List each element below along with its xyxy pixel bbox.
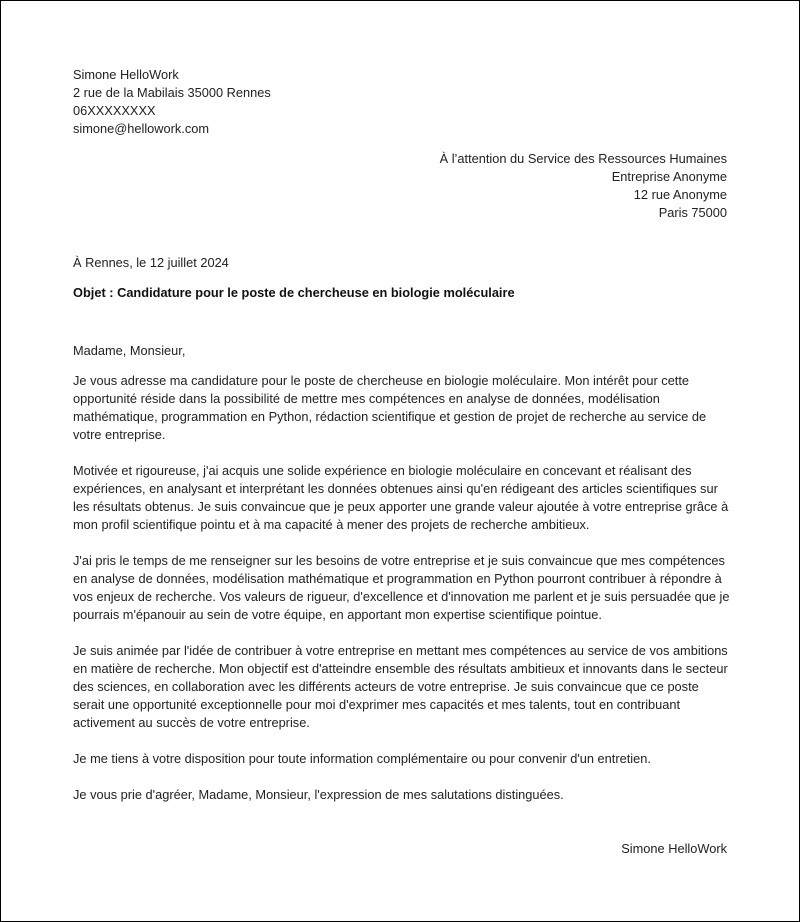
closing-formula: Je vous prie d'agréer, Madame, Monsieur, l'expression de mes salutations distinguées. xyxy=(73,787,564,802)
recipient-street: 12 rue Anonyme xyxy=(633,187,727,202)
letter-subject: Objet : Candidature pour le poste de chercheuse en biologie moléculaire xyxy=(73,285,515,300)
body-paragraph: Motivée et rigoureuse, j'ai acquis une solide expérience en biologie moléculaire en concevant et réalisant des expériences, en analysant et interprétant les données obtenues ainsi qu'en rédigeant des articles scientifiques sur les résultats obtenus. Je suis convaincue que je peux apporter une grande valeur ajoutée à votre entreprise grâce à mon profil scientifique pointu et à ma capacité à mener des projets de recherche ambitieux. xyxy=(73,463,729,532)
letter-body xyxy=(73,372,731,804)
letter-date: À Rennes, le 12 juillet 2024 xyxy=(73,255,229,270)
body-paragraph: Je suis animée par l'idée de contribuer à votre entreprise en mettant mes compétences au service de vos ambitions en matière de recherche. Mon objectif est d'atteindre ensemble des résultats ambitieux et innovants dans le secteur des sciences, en collaboration avec les différents acteurs de votre entreprise. Je suis convaincue que ce poste serait une opportunité exceptionnelle pour moi d'exprimer mes capacités et mes talents, tout en contribuant activement au succès de votre entreprise. xyxy=(73,643,728,730)
recipient-block xyxy=(440,150,727,222)
body-paragraph: Je me tiens à votre disposition pour toute information complémentaire ou pour convenir d'un entretien. xyxy=(73,751,651,766)
recipient-attention: À l’attention du Service des Ressources Humaines xyxy=(439,151,727,166)
body-paragraph: Je vous adresse ma candidature pour le poste de chercheuse en biologie moléculaire. Mon intérêt pour cette opportunité réside dans la possibilité de mettre mes compétences en analyse de données, modélisation mathématique, programmation en Python, rédaction scientifique et gestion de projet de recherche au service de votre entreprise. xyxy=(73,373,707,442)
sender-email: simone@hellowork.com xyxy=(73,121,210,136)
sender-phone: 06XXXXXXXX xyxy=(73,103,156,118)
sender-address: 2 rue de la Mabilais 35000 Rennes xyxy=(73,85,271,100)
sender-name: Simone HelloWork xyxy=(73,67,179,82)
sender-block xyxy=(73,66,271,138)
recipient-city: Paris 75000 xyxy=(658,205,727,220)
signature: Simone HelloWork xyxy=(621,841,727,856)
recipient-company: Entreprise Anonyme xyxy=(611,169,727,184)
letter-salutation: Madame, Monsieur, xyxy=(73,343,186,358)
body-paragraph: J'ai pris le temps de me renseigner sur les besoins de votre entreprise et je suis convaincue que mes compétences en analyse de données, modélisation mathématique et programmation en Python pourront contribuer à répondre à vos enjeux de recherche. Vos valeurs de rigueur, d'excellence et d'innovation me parlent et je suis persuadée que je pourrais m'épanouir au sein de votre équipe, en apportant mon expertise scientifique pointue. xyxy=(73,553,730,622)
